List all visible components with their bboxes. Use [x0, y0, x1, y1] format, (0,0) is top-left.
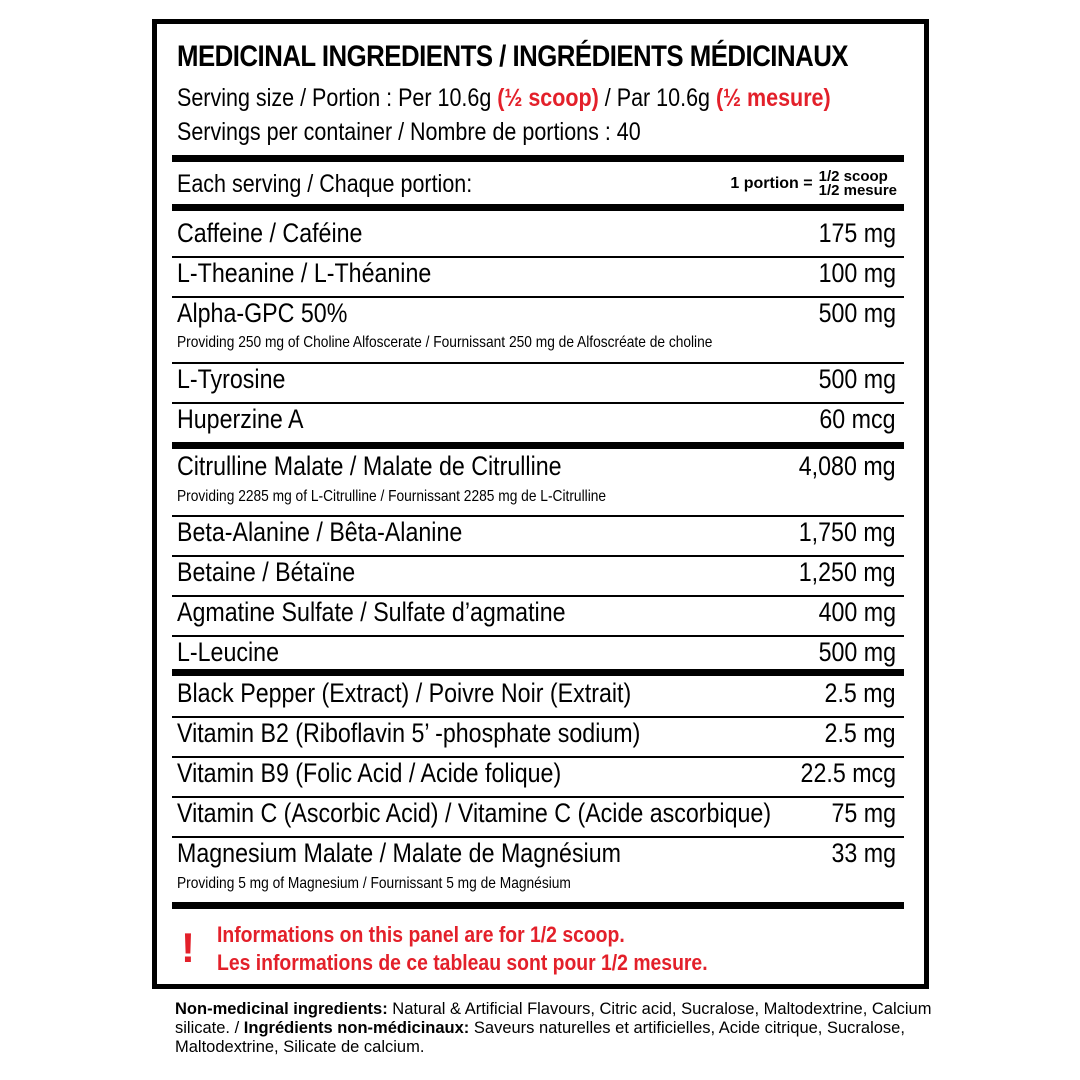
warning-line-en: Informations on this panel are for 1/2 scoop.	[217, 922, 625, 947]
exclamation-icon: !	[181, 924, 195, 971]
supplement-facts-panel	[152, 19, 929, 989]
ingredient-amount: 2.5 mg	[825, 718, 896, 748]
ingredient-amount: 400 mg	[818, 597, 896, 627]
warning-line-fr: Les informations de ce tableau sont pour 1/2 mesure.	[217, 950, 708, 975]
portion-mesure: 1/2 mesure	[818, 182, 897, 199]
ingredient-name: Vitamin B2 (Riboflavin 5’ -phosphate sodium)	[177, 718, 641, 748]
portion-scoop: 1/2 scoop	[818, 168, 888, 185]
panel-title: MEDICINAL INGREDIENTS / INGRÉDIENTS MÉDICINAUX	[177, 40, 849, 73]
serving-size-mid: / Par 10.6g	[598, 84, 716, 112]
ingredient-amount: 100 mg	[818, 258, 896, 288]
ingredient-name: L-Tyrosine	[177, 364, 286, 394]
non-medicinal-text-en: Natural & Artificial Flavours, Citric acid, Sucralose, Maltodextrine, Calcium silicate. /	[175, 1000, 932, 1037]
ingredient-amount: 2.5 mg	[825, 678, 896, 708]
ingredient-name: Beta-Alanine / Bêta-Alanine	[177, 517, 463, 547]
each-serving-label: Each serving / Chaque portion:	[177, 170, 473, 198]
ingredient-amount: 500 mg	[818, 364, 896, 394]
ingredient-name: Black Pepper (Extract) / Poivre Noir (Extrait)	[177, 678, 632, 708]
servings-per-container: Servings per container / Nombre de portions : 40	[177, 118, 641, 146]
ingredient-amount: 60 mcg	[819, 404, 896, 434]
ingredient-amount: 22.5 mcg	[800, 758, 896, 788]
divider-thick	[172, 204, 904, 211]
ingredient-amount: 4,080 mg	[799, 451, 896, 481]
portion-label: 1 portion =	[730, 175, 813, 192]
serving-size-line	[177, 84, 831, 113]
non-medicinal-text-fr: Saveurs naturelles et artificielles, Acide citrique, Sucralose, Maltodextrine, Silicate de calcium.	[175, 1019, 905, 1056]
non-medicinal-label-en: Non-medicinal ingredients:	[175, 1000, 388, 1018]
ingredient-amount: 33 mg	[831, 838, 896, 868]
ingredient-amount: 75 mg	[831, 798, 896, 828]
serving-size-prefix: Serving size / Portion : Per 10.6g	[177, 84, 498, 112]
ingredient-name: Citrulline Malate / Malate de Citrulline	[177, 451, 562, 481]
ingredient-amount: 500 mg	[818, 637, 896, 667]
ingredient-note: Providing 250 mg of Choline Alfoscerate / Fournissant 250 mg de Alfoscréate de choline	[177, 334, 713, 351]
divider-thick	[172, 669, 904, 676]
ingredient-name: Alpha-GPC 50%	[177, 298, 348, 328]
ingredient-amount: 1,250 mg	[799, 557, 896, 587]
ingredient-name: Betaine / Bétaïne	[177, 557, 356, 587]
ingredient-amount: 1,750 mg	[799, 517, 896, 547]
ingredient-name: Vitamin B9 (Folic Acid / Acide folique)	[177, 758, 562, 788]
ingredient-name: L-Leucine	[177, 637, 279, 667]
ingredient-name: Caffeine / Caféine	[177, 218, 363, 248]
ingredient-note: Providing 2285 mg of L-Citrulline / Fournissant 2285 mg de L-Citrulline	[177, 488, 607, 505]
ingredient-name: Agmatine Sulfate / Sulfate d’agmatine	[177, 597, 566, 627]
ingredient-name: Magnesium Malate / Malate de Magnésium	[177, 838, 621, 868]
ingredient-amount: 500 mg	[818, 298, 896, 328]
ingredient-note: Providing 5 mg of Magnesium / Fournissant 5 mg de Magnésium	[177, 875, 571, 892]
ingredient-name: Vitamin C (Ascorbic Acid) / Vitamine C (Acide ascorbique)	[177, 798, 772, 828]
divider-thick	[172, 902, 904, 909]
portion-equivalence	[730, 170, 897, 198]
non-medicinal-ingredients	[175, 1000, 935, 1057]
row-divider	[172, 635, 904, 637]
serving-size-mesure: (½ mesure)	[715, 84, 831, 112]
non-medicinal-label-fr: Ingrédients non-médicinaux:	[243, 1019, 470, 1037]
divider-thick	[172, 442, 904, 449]
ingredient-name: L-Theanine / L-Théanine	[177, 258, 432, 288]
ingredient-name: Huperzine A	[177, 404, 304, 434]
serving-size-scoop: (½ scoop)	[497, 84, 599, 112]
divider-thick	[172, 155, 904, 162]
ingredient-amount: 175 mg	[818, 218, 896, 248]
